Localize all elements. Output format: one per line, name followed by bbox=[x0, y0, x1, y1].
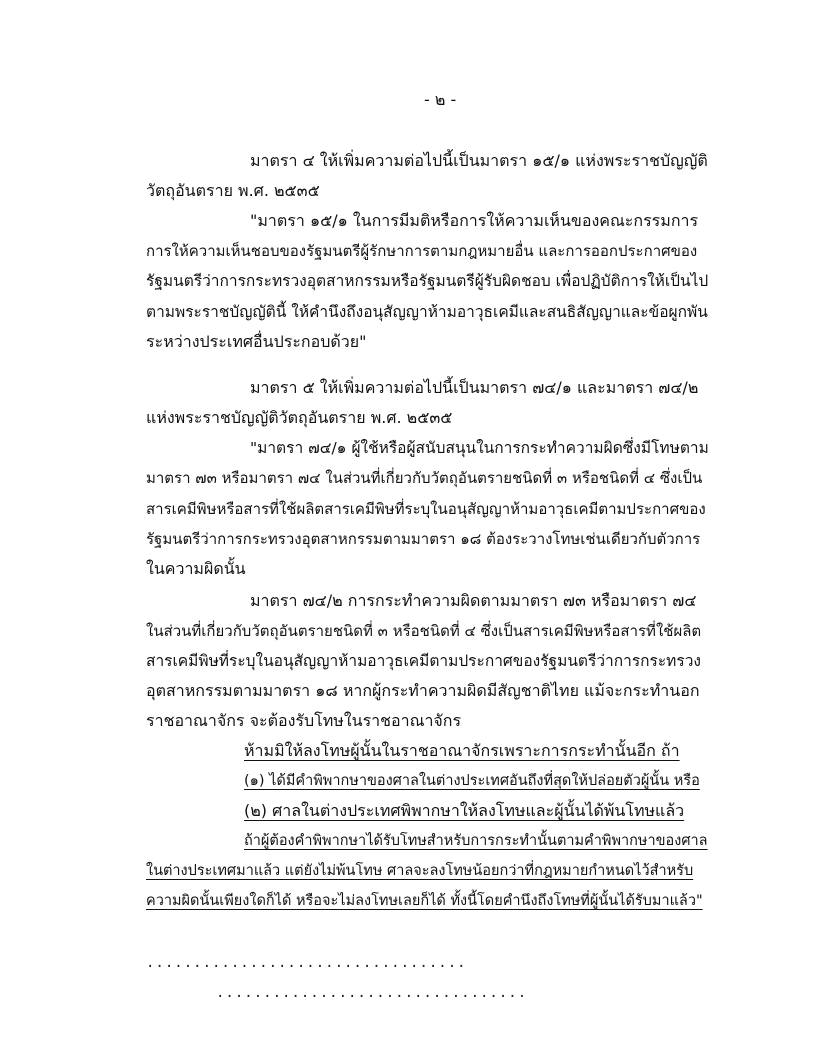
article-74-1-line: รัฐมนตรีว่าการกระทรวงอุตสาหกรรมตามมาตรา ๑๘ ต้องระวางโทษเช่นเดียวกับตัวการ bbox=[146, 530, 701, 548]
dotted-line: ................................. bbox=[216, 985, 528, 1001]
section-5-line-2: แห่งพระราชบัญญัติวัตถุอันตราย พ.ศ. ๒๕๓๕ bbox=[146, 408, 453, 427]
underlined-insert-line: ถ้าผู้ต้องคำพิพากษาได้รับโทษสำหรับการกระทำนั้นตามคำพิพากษาของศาล bbox=[244, 833, 708, 849]
article-15-1-line: ระหว่างประเทศอื่นประกอบด้วย" bbox=[146, 332, 367, 351]
underlined-insert-line: ห้ามมิให้ลงโทษผู้นั้นในราชอาณาจักรเพราะการกระทำนั้นอีก ถ้า bbox=[244, 741, 680, 760]
article-74-1-line: "มาตรา ๗๔/๑ ผู้ใช้หรือผู้สนับสนุนในการกระทำความผิดซึ่งมีโทษตาม bbox=[250, 439, 709, 457]
page-number: - ๒ - bbox=[424, 90, 457, 109]
article-74-1-line: สารเคมีพิษหรือสารที่ใช้ผลิตสารเคมีพิษที่ระบุในอนุสัญญาห้ามอาวุธเคมีตามประกาศของ bbox=[146, 500, 706, 518]
article-74-2-line: มาตรา ๗๔/๒ การกระทำความผิดตามมาตรา ๗๓ หรือมาตรา ๗๔ bbox=[250, 591, 697, 610]
section-4-line-2: วัตถุอันตราย พ.ศ. ๒๕๓๕ bbox=[146, 181, 320, 200]
underlined-insert-line: ความผิดนั้นเพียงใดก็ได้ หรือจะไม่ลงโทษเลยก็ได้ ทั้งนี้โดยคำนึงถึงโทษที่ผู้นั้นได้รับมาแล้ว" bbox=[146, 893, 703, 909]
section-4-line-1: มาตรา ๔ ให้เพิ่มความต่อไปนี้เป็นมาตรา ๑๕/๑ แห่งพระราชบัญญัติ bbox=[250, 151, 708, 170]
article-74-2-line: ราชอาณาจักร จะต้องรับโทษในราชอาณาจักร bbox=[146, 711, 462, 730]
article-15-1-line: "มาตรา ๑๕/๑ ในการมีมติหรือการให้ความเห็นของคณะกรรมการ bbox=[250, 211, 699, 230]
underlined-insert-line: (๑) ได้มีคำพิพากษาของศาลในต่างประเทศอันถึงที่สุดให้ปล่อยตัวผู้นั้น หรือ bbox=[244, 773, 700, 789]
article-74-2-line: ในส่วนที่เกี่ยวกับวัตถุอันตรายชนิดที่ ๓ หรือชนิดที่ ๔ ซึ่งเป็นสารเคมีพิษหรือสารที่ใช้ผลิต bbox=[146, 622, 702, 640]
article-74-1-line: มาตรา ๗๓ หรือมาตรา ๗๔ ในส่วนที่เกี่ยวกับวัตถุอันตรายชนิดที่ ๓ หรือชนิดที่ ๔ ซึ่งเป็น bbox=[146, 469, 703, 487]
article-74-2-line: สารเคมีพิษที่ระบุในอนุสัญญาห้ามอาวุธเคมีตามประกาศของรัฐมนตรีว่าการกระทรวง bbox=[146, 652, 701, 670]
underlined-insert-line: ในต่างประเทศมาแล้ว แต่ยังไม่พ้นโทษ ศาลจะลงโทษน้อยกว่าที่กฎหมายกำหนดไว้สำหรับ bbox=[146, 863, 694, 879]
underlined-insert-line: (๒) ศาลในต่างประเทศพิพากษาให้ลงโทษและผู้นั้นได้พ้นโทษแล้ว bbox=[244, 801, 685, 820]
dotted-line: .................................. bbox=[146, 955, 467, 971]
article-15-1-line: รัฐมนตรีว่าการกระทรวงอุตสาหกรรมหรือรัฐมนตรีผู้รับผิดชอบ เพื่อปฏิบัติการให้เป็นไป bbox=[146, 272, 709, 290]
section-5-line-1: มาตรา ๕ ให้เพิ่มความต่อไปนี้เป็นมาตรา ๗๔/๑ และมาตรา ๗๔/๒ bbox=[250, 378, 699, 397]
article-15-1-line: การให้ความเห็นชอบของรัฐมนตรีผู้รักษาการตามกฎหมายอื่น และการออกประกาศของ bbox=[146, 242, 698, 260]
article-74-1-line: ในความผิดนั้น bbox=[146, 559, 246, 578]
article-74-2-line: อุตสาหกรรมตามมาตรา ๑๘ หากผู้กระทำความผิดมีสัญชาติไทย แม้จะกระทำนอก bbox=[146, 681, 700, 700]
article-15-1-line: ตามพระราชบัญญัตินี้ ให้คำนึงถึงอนุสัญญาห้ามอาวุธเคมีและสนธิสัญญาและข้อผูกพัน bbox=[146, 303, 708, 321]
